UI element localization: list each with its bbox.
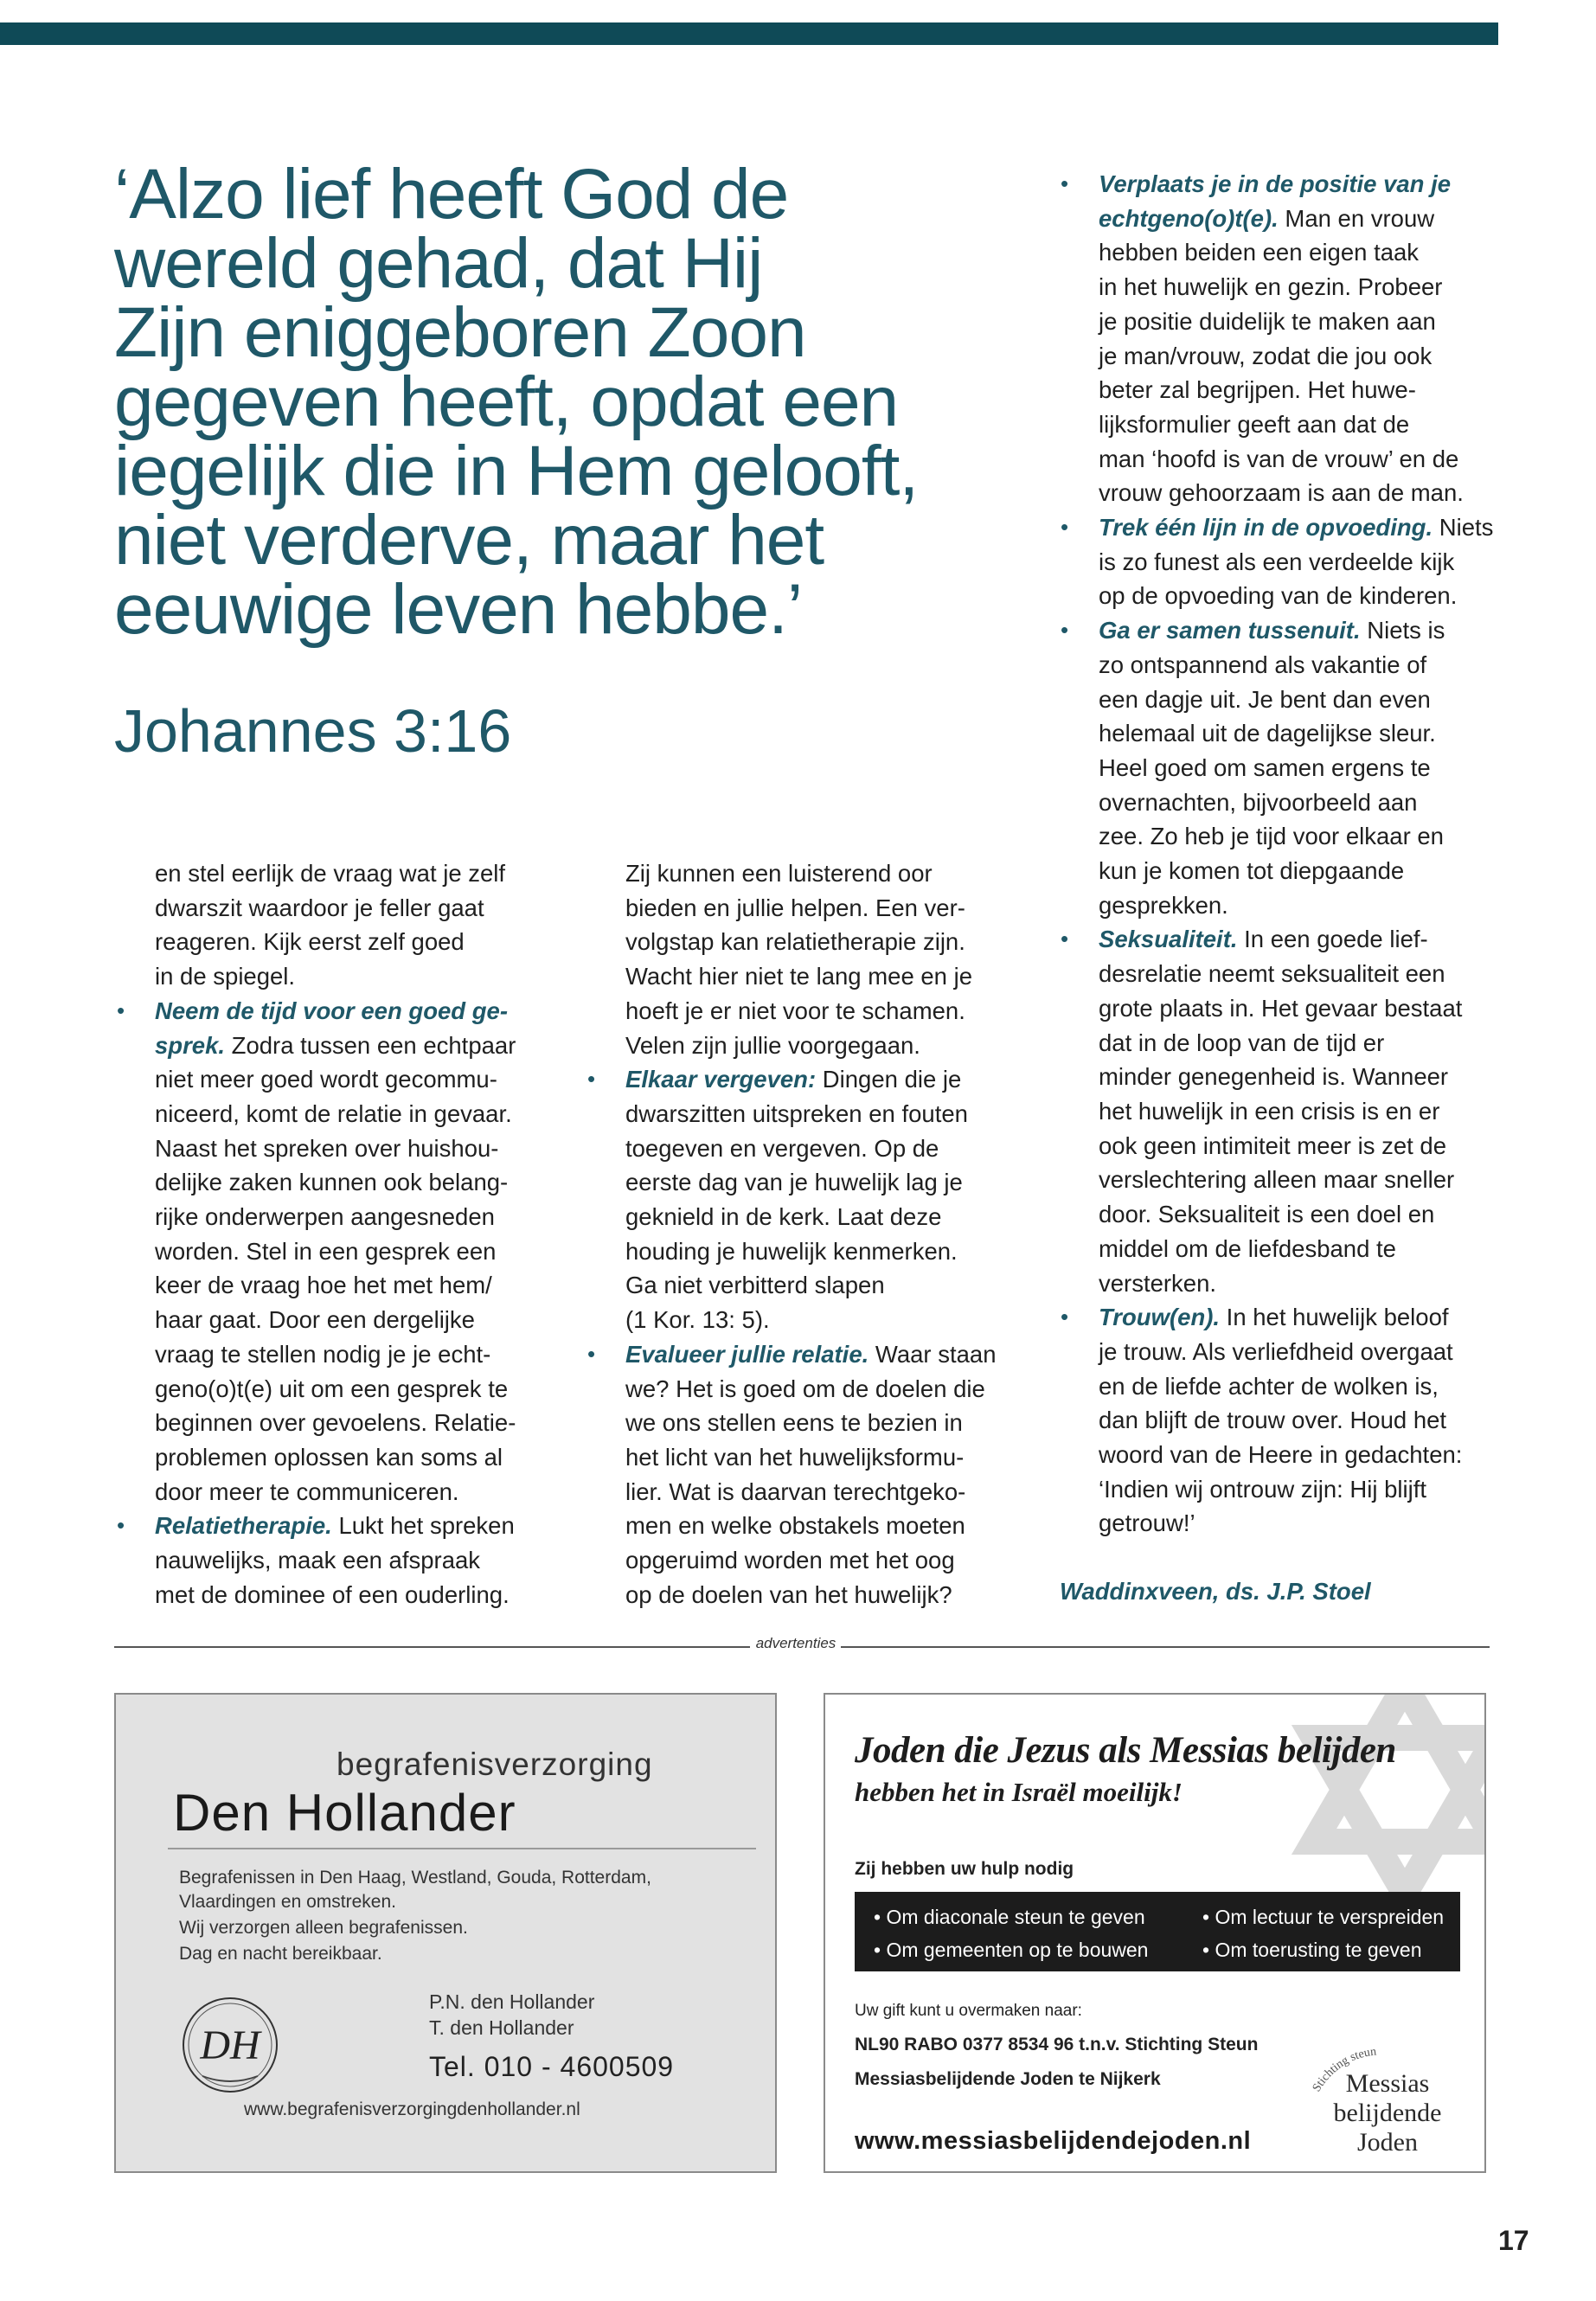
bullet-text: Niets is zo ontspannend als vakantie of een dagje uit. Je bent dan even helemaal uit de dagelijkse sleur. Heel goed om samen ergens te overnachten, bijvoorbeeld aan zee. Zo heb je tijd voor elkaar en kun je komen tot diepgaande gesprekken. bbox=[1099, 617, 1445, 919]
bullet-item bbox=[1058, 167, 1508, 510]
need-item: • Om gemeenten op te bouwen bbox=[874, 1939, 1149, 1961]
page-number: 17 bbox=[1498, 2225, 1529, 2256]
ad-contacts bbox=[429, 1989, 594, 2041]
ad-subtitle: begrafenisverzorging bbox=[337, 1747, 653, 1782]
divider-line bbox=[841, 1646, 1490, 1648]
logo-line: Messias bbox=[1345, 2069, 1430, 2098]
ad-company-name: Den Hollander bbox=[173, 1784, 516, 1842]
bullet-text: Waar staan we? Het is goed om de doelen die we ons stellen eens te bezien in het licht van het huwelijksformu- lier. Wat is daarvan terechtgeko- men en welke obstakels moeten opgeruimd worden met het oog op de doelen van het huwelijk? bbox=[625, 1340, 997, 1608]
bullet-text: Zodra tussen een echtpaar niet meer goed wordt gecommu- niceerd, komt de relatie in gevaar. Naast het spreken over huishou- delijke zaken kunnen ook belang- rijke onderwerpen aangesneden worden. Stel in een gesprek een keer de vraag hoe het met hem/ haar gaat. Door een dergelijke vraag te stellen nodig je je echt- geno(o)t(e) uit om een gesprek te beginnen over gevoelens. Relatie- problemen oplossen kan soms al door meer te communiceren. bbox=[155, 1031, 516, 1505]
ad-website: www.begrafenisverzorgingdenhollander.nl bbox=[244, 2099, 580, 2119]
quote-text: ‘Alzo lief heeft God de wereld gehad, dat Hij Zijn eniggeboren Zoon gegeven heeft, opdat een iegelijk die in Hem gelooft, niet verderve, maar het eeuwige leven hebbe.’ bbox=[114, 155, 919, 649]
bullet-text: In een goede lief- desrelatie neemt seksualiteit een grote plaats in. Het gevaar bestaat dat in de loop van de tijd er minder genegenheid is. Wanneer het huwelijk in een crisis is en er ook geen intimiteit meer is zet de verslechtering alleen maar sneller door. Seksualiteit is een doel en middel om de liefdesband te versterken. bbox=[1099, 926, 1463, 1297]
info-line: Wij verzorgen alleen begrafenissen. bbox=[179, 1918, 468, 1938]
need-item: • Om toerusting te geven bbox=[1202, 1939, 1422, 1961]
divider-line bbox=[114, 1646, 750, 1648]
bullet-item bbox=[1058, 613, 1508, 922]
article-column-1 bbox=[114, 856, 564, 1612]
messias-logo bbox=[1310, 2045, 1448, 2157]
ads-label: advertenties bbox=[755, 1635, 836, 1651]
bullet-item bbox=[585, 1337, 1035, 1612]
paragraph: en stel eerlijk de vraag wat je zelf dwarszit waardoor je feller gaat reageren. Kijk eerst zelf goed in de spiegel. bbox=[155, 860, 506, 990]
ad-subheadline: hebben het in Israël moeilijk! bbox=[855, 1777, 1183, 1807]
dh-logo-icon bbox=[178, 1993, 282, 2097]
bullet-heading: Evalueer jullie relatie. bbox=[625, 1340, 869, 1368]
logo-line: Joden bbox=[1357, 2128, 1418, 2157]
contact-name: P.N. den Hollander bbox=[429, 1990, 595, 2013]
bullet-text: Dingen die je dwarszitten uitspreken en fouten toegeven en vergeven. Op de eerste dag van je huwelijk lag je geknield in de kerk. Laat deze houding je huwelijk kenmerken. Ga niet verbitterd slapen (1 Kor. 13: 5). bbox=[625, 1066, 968, 1334]
contact-name: T. den Hollander bbox=[429, 2016, 574, 2039]
bullet-item bbox=[1058, 510, 1508, 613]
ad-headline: Joden die Jezus als Messias belijden bbox=[855, 1730, 1396, 1771]
bullet-heading: Verplaats je in de positie van je echtgeno(o)t(e). bbox=[1099, 170, 1452, 232]
bullet-item bbox=[585, 1062, 1035, 1337]
article-signature: Waddinxveen, ds. J.P. Stoel bbox=[1060, 1578, 1371, 1605]
article-column-2 bbox=[585, 856, 1035, 1612]
bullet-item bbox=[114, 994, 564, 1509]
bullet-heading: Elkaar vergeven: bbox=[625, 1066, 817, 1093]
bullet-heading: Relatietherapie. bbox=[155, 1512, 332, 1540]
bullet-text: Niets is zo funest als een verdeelde kijk op de opvoeding van de kinderen. bbox=[1099, 514, 1494, 610]
ad-help-title: Zij hebben uw hulp nodig bbox=[855, 1859, 1074, 1879]
ad-phone: Tel. 010 - 4600509 bbox=[429, 2051, 675, 2082]
need-item: • Om diaconale steun te geven bbox=[874, 1906, 1145, 1928]
ad-needs-box bbox=[855, 1892, 1460, 1971]
logo-line: belijdende bbox=[1333, 2099, 1442, 2127]
paragraph: Zij kunnen een luisterend oor bieden en jullie helpen. Een ver- volgstap kan relatietherapie zijn. Wacht hier niet te lang mee en je hoeft je er niet voor te schamen. Velen zijn jullie voorgegaan. bbox=[625, 860, 973, 1059]
ad-den-hollander bbox=[114, 1693, 777, 2173]
ad-bank-account: NL90 RABO 0377 8534 96 t.n.v. Stichting Steun bbox=[855, 2035, 1259, 2054]
bullet-item bbox=[1058, 922, 1508, 1300]
ad-messiasbelijdende-joden bbox=[824, 1693, 1486, 2173]
logo-arc-text: Stichting steun bbox=[1310, 2045, 1377, 2095]
info-line: Dag en nacht bereikbaar. bbox=[179, 1944, 382, 1964]
bullet-item bbox=[114, 1509, 564, 1612]
bullet-heading: Trek één lijn in de opvoeding. bbox=[1099, 514, 1433, 542]
article-column-3 bbox=[1058, 167, 1508, 1541]
top-color-bar bbox=[0, 22, 1498, 45]
bullet-heading: Seksualiteit. bbox=[1099, 926, 1238, 953]
bullet-heading: Neem de tijd voor een goed ge- sprek. bbox=[155, 997, 508, 1059]
bullet-text: In het huwelijk beloof je trouw. Als verliefdheid overgaat en de liefde achter de wolken is, dan blijft de trouw over. Houd het woord van de Heere in gedachten: ‘Indien wij ontrouw zijn: Hij blijft getrouw!’ bbox=[1099, 1304, 1463, 1537]
ad-account-name: Messiasbelijdende Joden te Nijkerk bbox=[855, 2069, 1161, 2089]
divider-line bbox=[168, 1848, 756, 1849]
info-line: Begrafenissen in Den Haag, Westland, Gouda, Rotterdam, Vlaardingen en omstreken. bbox=[179, 1868, 651, 1912]
ad-gift-intro: Uw gift kunt u overmaken naar: bbox=[855, 2002, 1082, 2020]
logo-letters: DH bbox=[200, 2022, 260, 2068]
ad-website: www.messiasbelijdendejoden.nl bbox=[855, 2127, 1252, 2155]
quote-reference: Johannes 3:16 bbox=[114, 697, 512, 765]
bullet-heading: Ga er samen tussenuit. bbox=[1099, 617, 1361, 644]
star-of-david-icon bbox=[1275, 1693, 1486, 1920]
ad-info bbox=[179, 1866, 750, 1966]
need-item: • Om lectuur te verspreiden bbox=[1202, 1906, 1445, 1928]
bullet-item bbox=[1058, 1300, 1508, 1541]
bullet-text: Man en vrouw hebben beiden een eigen taak in het huwelijk en gezin. Probeer je positie duidelijk te maken aan je man/vrouw, zodat die jou ook beter zal begrijpen. Het huwe- lijksformulier geeft aan dat de man ‘hoofd is van de vrouw’ en de vrouw gehoorzaam is aan de man. bbox=[1099, 204, 1464, 507]
bullet-text: Lukt het spreken nauwelijks, maak een afspraak met de dominee of een ouderling. bbox=[155, 1512, 515, 1608]
bible-quote bbox=[114, 155, 997, 649]
bullet-heading: Trouw(en). bbox=[1099, 1304, 1221, 1331]
